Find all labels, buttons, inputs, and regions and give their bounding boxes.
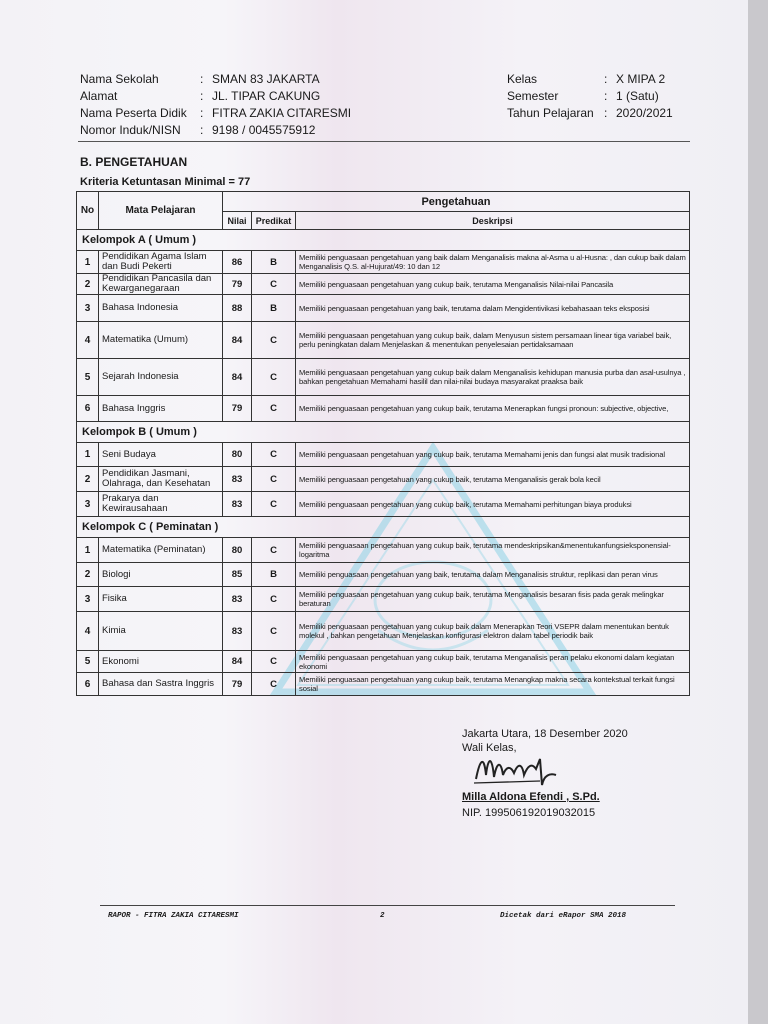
subject-name: Pendidikan Jasmani, Olahraga, dan Kesehatan xyxy=(99,467,223,492)
group-row xyxy=(77,230,690,251)
grade-value: 79 xyxy=(223,673,252,696)
row-number: 3 xyxy=(77,295,99,322)
group-row xyxy=(77,422,690,443)
info-colon: : xyxy=(200,106,204,120)
subject-name: Bahasa Inggris xyxy=(99,396,223,422)
grade-predicate: C xyxy=(252,673,296,696)
place-date: Jakarta Utara, 18 Desember 2020 xyxy=(462,728,628,740)
footer-right: Dicetak dari eRapor SMA 2018 xyxy=(500,912,627,920)
header-nilai: Nilai xyxy=(223,212,252,230)
info-label: Alamat xyxy=(80,89,118,103)
header-pengetahuan: Pengetahuan xyxy=(223,192,690,212)
grade-predicate: B xyxy=(252,563,296,587)
grade-value: 86 xyxy=(223,251,252,274)
table-row xyxy=(77,651,690,673)
subject-name: Seni Budaya xyxy=(99,443,223,467)
row-number: 6 xyxy=(77,396,99,422)
info-value: 1 (Satu) xyxy=(616,89,659,103)
info-row xyxy=(80,71,351,88)
table-row xyxy=(77,673,690,696)
grade-predicate: B xyxy=(252,251,296,274)
subject-name: Sejarah Indonesia xyxy=(99,359,223,396)
student-info xyxy=(80,71,351,139)
row-number: 1 xyxy=(77,443,99,467)
grade-description: Memiliki penguasaan pengetahuan yang cukup baik, terutama Menerapkan fungsi pronoun: subjective, objective, xyxy=(296,396,690,422)
grade-description: Memiliki penguasaan pengetahuan yang cukup baik, terutama Menganalisis gerak bola kecil xyxy=(296,467,690,492)
grade-predicate: C xyxy=(252,322,296,359)
info-row xyxy=(80,122,351,139)
kkm-label: Kriteria Ketuntasan Minimal = 77 xyxy=(80,176,251,188)
row-number: 4 xyxy=(77,612,99,651)
row-number: 2 xyxy=(77,467,99,492)
grade-predicate: C xyxy=(252,396,296,422)
table-row xyxy=(77,587,690,612)
grade-predicate: C xyxy=(252,492,296,517)
info-colon: : xyxy=(604,89,608,103)
subject-name: Pendidikan Pancasila dan Kewarganegaraan xyxy=(99,274,223,295)
signer-role: Wali Kelas, xyxy=(462,742,517,754)
group-row xyxy=(77,517,690,538)
subject-name: Bahasa dan Sastra Inggris xyxy=(99,673,223,696)
info-colon: : xyxy=(200,72,204,86)
info-value: SMAN 83 JAKARTA xyxy=(212,72,320,86)
grade-description: Memiliki penguasaan pengetahuan yang cukup baik, terutama Menangkap makna secara kontekstual terkait fungsi sosial xyxy=(296,673,690,696)
table-row xyxy=(77,467,690,492)
grade-value: 83 xyxy=(223,612,252,651)
info-value: JL. TIPAR CAKUNG xyxy=(212,89,321,103)
table-row xyxy=(77,359,690,396)
table-row xyxy=(77,274,690,295)
grade-description: Memiliki penguasaan pengetahuan yang cukup baik, terutama Menganalisis peran pelaku ekonomi dalam kegiatan ekonomi xyxy=(296,651,690,673)
info-label: Nama Peserta Didik xyxy=(80,106,187,120)
grade-value: 79 xyxy=(223,274,252,295)
row-number: 4 xyxy=(77,322,99,359)
info-colon: : xyxy=(604,72,608,86)
grade-value: 79 xyxy=(223,396,252,422)
info-value: 9198 / 0045575912 xyxy=(212,123,316,137)
grade-description: Memiliki penguasaan pengetahuan yang baik dalam Menganalisis makna al-Asma u al-Husna: , dan cukup baik dalam Menganalisis Q.S. al-Hujurat/49: 10 dan 12 xyxy=(296,251,690,274)
handwritten-signature-icon xyxy=(470,745,560,793)
row-number: 3 xyxy=(77,492,99,517)
info-colon: : xyxy=(604,106,608,120)
footer-divider xyxy=(100,905,675,906)
grade-value: 83 xyxy=(223,492,252,517)
header-divider xyxy=(78,141,690,142)
subject-name: Prakarya dan Kewirausahaan xyxy=(99,492,223,517)
info-label: Nama Sekolah xyxy=(80,72,159,86)
table-row xyxy=(77,563,690,587)
group-title: Kelompok B ( Umum ) xyxy=(77,422,690,443)
row-number: 3 xyxy=(77,587,99,612)
info-row xyxy=(80,88,351,105)
table-row xyxy=(77,492,690,517)
row-number: 5 xyxy=(77,651,99,673)
info-label: Tahun Pelajaran xyxy=(507,106,594,120)
subject-name: Matematika (Umum) xyxy=(99,322,223,359)
info-label: Kelas xyxy=(507,72,538,86)
grade-value: 85 xyxy=(223,563,252,587)
header-mata-pelajaran: Mata Pelajaran xyxy=(99,192,223,230)
info-row xyxy=(507,71,673,88)
subject-name: Biologi xyxy=(99,563,223,587)
signature-block xyxy=(462,727,628,819)
grade-description: Memiliki penguasaan pengetahuan yang cukup baik dalam Menganalisis kehidupan manusia purba dan asal-usulnya , bahkan pengetahuan Memahami hasilil dan nilai-nilai budaya masyarakat praaksa baik xyxy=(296,359,690,396)
subject-name: Ekonomi xyxy=(99,651,223,673)
info-label: Semester xyxy=(507,89,559,103)
subject-name: Kimia xyxy=(99,612,223,651)
grade-predicate: C xyxy=(252,274,296,295)
signer-nip: NIP. 199506192019032015 xyxy=(462,807,596,819)
subject-name: Fisika xyxy=(99,587,223,612)
info-label: Nomor Induk/NISN xyxy=(80,123,181,137)
section-title: B. PENGETAHUAN xyxy=(80,155,188,169)
row-number: 2 xyxy=(77,274,99,295)
table-row xyxy=(77,295,690,322)
grade-description: Memiliki penguasaan pengetahuan yang baik, terutama dalam Mengidentivikasi kebahasaan teks eksposisi xyxy=(296,295,690,322)
signer-name: Milla Aldona Efendi , S.Pd. xyxy=(462,791,600,803)
table-row xyxy=(77,251,690,274)
header-predikat: Predikat xyxy=(252,212,296,230)
table-row xyxy=(77,538,690,563)
row-number: 1 xyxy=(77,251,99,274)
grade-value: 84 xyxy=(223,322,252,359)
info-colon: : xyxy=(200,89,204,103)
grade-predicate: C xyxy=(252,443,296,467)
group-title: Kelompok C ( Peminatan ) xyxy=(77,517,690,538)
grade-value: 83 xyxy=(223,587,252,612)
subject-name: Matematika (Peminatan) xyxy=(99,538,223,563)
subject-name: Pendidikan Agama Islam dan Budi Pekerti xyxy=(99,251,223,274)
grade-predicate: C xyxy=(252,651,296,673)
row-number: 5 xyxy=(77,359,99,396)
class-info xyxy=(507,71,673,122)
grade-predicate: C xyxy=(252,612,296,651)
grade-predicate: B xyxy=(252,295,296,322)
grade-description: Memiliki penguasaan pengetahuan yang cukup baik, terutama mendeskripsikan&menentukanfungsieksponensial- logaritma xyxy=(296,538,690,563)
grade-description: Memiliki penguasaan pengetahuan yang cukup baik dalam Menerapkan Teori VSEPR dalam menentukan bentuk molekul , bahkan pengetahuan Menjelaskan konfigurasi elektron dalam tabel periodik baik xyxy=(296,612,690,651)
info-value: FITRA ZAKIA CITARESMI xyxy=(212,106,352,120)
grade-value: 80 xyxy=(223,443,252,467)
grade-description: Memiliki penguasaan pengetahuan yang cukup baik, terutama Menganalisis besaran fisis pada gerak melingkar beraturan xyxy=(296,587,690,612)
grade-predicate: C xyxy=(252,587,296,612)
grade-value: 80 xyxy=(223,538,252,563)
grade-description: Memiliki penguasaan pengetahuan yang cukup baik, dalam Menyusun sistem persamaan linear tiga variabel baik, perlu peningkatan dalam Menjelaskan & menentukan penyelesaian pertidaksamaan xyxy=(296,322,690,359)
group-title: Kelompok A ( Umum ) xyxy=(77,230,690,251)
grade-description: Memiliki penguasaan pengetahuan yang cukup baik, terutama Memahami jenis dan fungsi alat musik tradisional xyxy=(296,443,690,467)
grade-value: 88 xyxy=(223,295,252,322)
grade-description: Memiliki penguasaan pengetahuan yang cukup baik, terutama Menganalisis Nilai-nilai Pancasila xyxy=(296,274,690,295)
page-number: 2 xyxy=(380,912,385,920)
grade-value: 84 xyxy=(223,359,252,396)
row-number: 2 xyxy=(77,563,99,587)
table-row xyxy=(77,612,690,651)
grade-description: Memiliki penguasaan pengetahuan yang cukup baik, terutama Memahami perhitungan biaya produksi xyxy=(296,492,690,517)
grades-table xyxy=(76,191,690,696)
grade-predicate: C xyxy=(252,538,296,563)
grade-description: Memiliki penguasaan pengetahuan yang baik, terutama dalam Menganalisis struktur, replikasi dan peran virus xyxy=(296,563,690,587)
info-row xyxy=(507,105,673,122)
subject-name: Bahasa Indonesia xyxy=(99,295,223,322)
table-row xyxy=(77,443,690,467)
header-no: No xyxy=(77,192,99,230)
info-row xyxy=(80,105,351,122)
info-value: 2020/2021 xyxy=(616,106,673,120)
info-colon: : xyxy=(200,123,204,137)
header-deskripsi: Deskripsi xyxy=(296,212,690,230)
grade-predicate: C xyxy=(252,467,296,492)
table-row xyxy=(77,322,690,359)
grade-value: 84 xyxy=(223,651,252,673)
info-row xyxy=(507,88,673,105)
table-row xyxy=(77,396,690,422)
row-number: 6 xyxy=(77,673,99,696)
info-value: X MIPA 2 xyxy=(616,72,666,86)
footer-left: RAPOR - FITRA ZAKIA CITARESMI xyxy=(108,912,239,920)
grade-value: 83 xyxy=(223,467,252,492)
grade-predicate: C xyxy=(252,359,296,396)
row-number: 1 xyxy=(77,538,99,563)
